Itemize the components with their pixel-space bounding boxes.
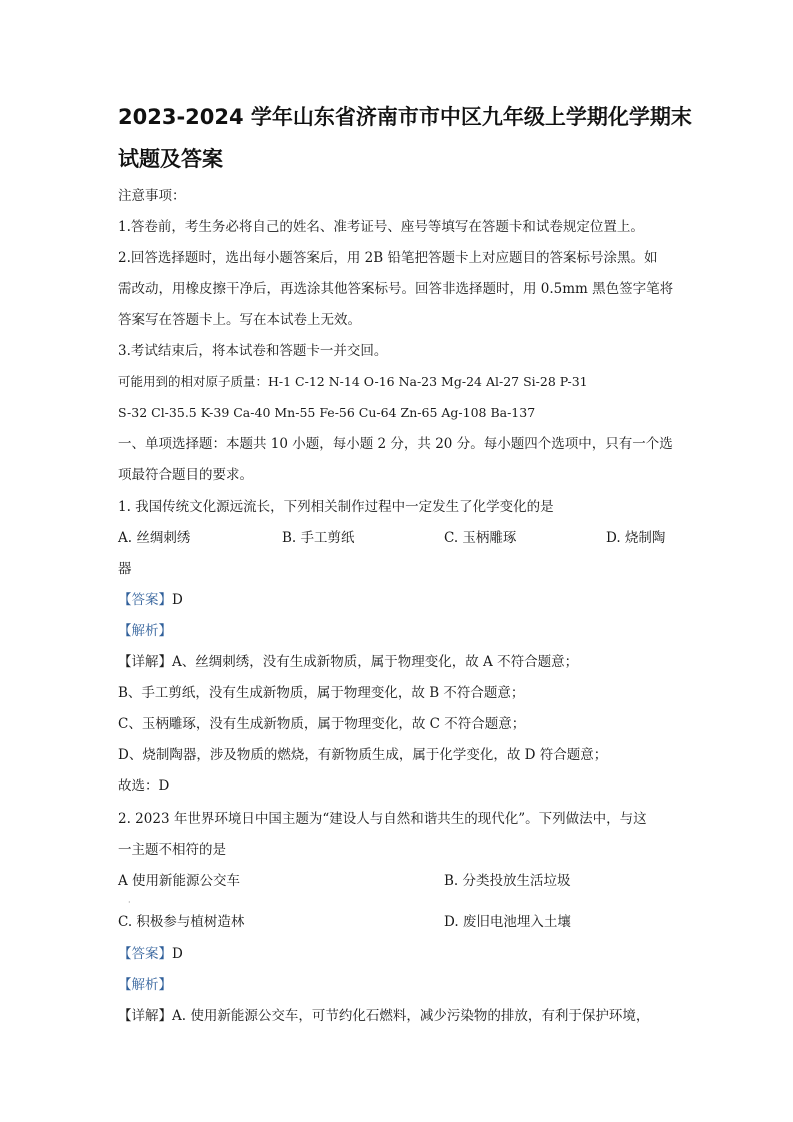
q2-option-d: D. 废旧电池埋入土壤 — [444, 914, 571, 930]
stray-dot-mark: · — [128, 898, 131, 907]
section-1-line-1: 一、单项选择题：本题共 10 小题，每小题 2 分，共 20 分。每小题四个选项中，只有一个选 — [118, 436, 673, 452]
title-line-2: 试题及答案 — [118, 147, 223, 171]
q1-option-b: B. 手工剪纸 — [282, 530, 355, 546]
notes-item-2-line-2: 需改动，用橡皮擦干净后，再选涂其他答案标号。回答非选择题时，用 0.5mm 黑色签字笔将 — [118, 281, 674, 297]
q2-answer — [118, 945, 183, 963]
q2-detail-tag: 【详解】 — [118, 1008, 172, 1024]
q1-detail-a — [118, 653, 578, 671]
notes-heading: 注意事项： — [118, 188, 186, 204]
q2-answer-tag: 【答案】 — [118, 946, 172, 962]
notes-item-3: 3.考试结束后，将本试卷和答题卡一并交回。 — [118, 343, 388, 359]
q2-detail-a-text: A. 使用新能源公交车，可节约化石燃料，减少污染物的排放，有利于保护环境， — [172, 1008, 650, 1024]
notes-item-2-line-3: 答案写在答题卡上。写在本试卷上无效。 — [118, 312, 361, 328]
q2-analysis-tag: 【解析】 — [118, 977, 172, 993]
q1-option-d-continued: 器 — [118, 561, 132, 577]
q1-option-c: C. 玉柄雕琢 — [444, 530, 517, 546]
q1-choice: 故选：D — [118, 778, 170, 794]
q2-stem-line-1: 2. 2023 年世界环境日中国主题为“建设人与自然和谐共生的现代化”。下列做法中，与这 — [118, 811, 647, 827]
q2-option-a: A 使用新能源公交车 — [118, 873, 241, 889]
q2-option-b: B. 分类投放生活垃圾 — [444, 873, 571, 889]
atomic-mass-line-1: 可能用到的相对原子质量：H-1 C-12 N-14 O-16 Na-23 Mg-24 Al-27 Si-28 P-31 — [118, 374, 588, 389]
q1-answer-tag: 【答案】 — [118, 592, 172, 608]
q1-answer — [118, 591, 183, 609]
q1-detail-tag: 【详解】 — [118, 654, 172, 670]
q1-stem: 1. 我国传统文化源远流长，下列相关制作过程中一定发生了化学变化的是 — [118, 499, 554, 515]
q1-detail-c: C、玉柄雕琢，没有生成新物质，属于物理变化，故 C 不符合题意； — [118, 716, 526, 732]
notes-item-1: 1.答卷前，考生务必将自己的姓名、准考证号、座号等填写在答题卡和试卷规定位置上。 — [118, 219, 644, 235]
q1-detail-a-text: A、丝绸刺绣，没有生成新物质，属于物理变化，故 A 不符合题意； — [172, 654, 579, 670]
notes-item-2-line-1: 2.回答选择题时，选出每小题答案后，用 2B 铅笔把答题卡上对应题目的答案标号涂黑。如 — [118, 250, 658, 266]
q1-analysis-tag: 【解析】 — [118, 623, 172, 639]
q2-answer-value: D — [172, 946, 183, 962]
q1-option-d: D. 烧制陶 — [606, 530, 666, 546]
section-1-line-2: 项最符合题目的要求。 — [118, 467, 253, 483]
q1-detail-d: D、烧制陶器，涉及物质的燃烧，有新物质生成，属于化学变化，故 D 符合题意； — [118, 747, 608, 763]
q2-detail-a — [118, 1007, 649, 1025]
atomic-mass-line-2: S-32 Cl-35.5 K-39 Ca-40 Mn-55 Fe-56 Cu-64 Zn-65 Ag-108 Ba-137 — [118, 405, 536, 420]
q1-answer-value: D — [172, 592, 183, 608]
title-line-1: 2023-2024 学年山东省济南市市中区九年级上学期化学期末 — [118, 105, 692, 129]
q1-detail-b: B、手工剪纸，没有生成新物质，属于物理变化，故 B 不符合题意； — [118, 685, 525, 701]
q2-option-c: C. 积极参与植树造林 — [118, 914, 245, 930]
q1-option-a: A. 丝绸刺绣 — [118, 530, 191, 546]
q2-stem-line-2: 一主题不相符的是 — [118, 842, 226, 858]
